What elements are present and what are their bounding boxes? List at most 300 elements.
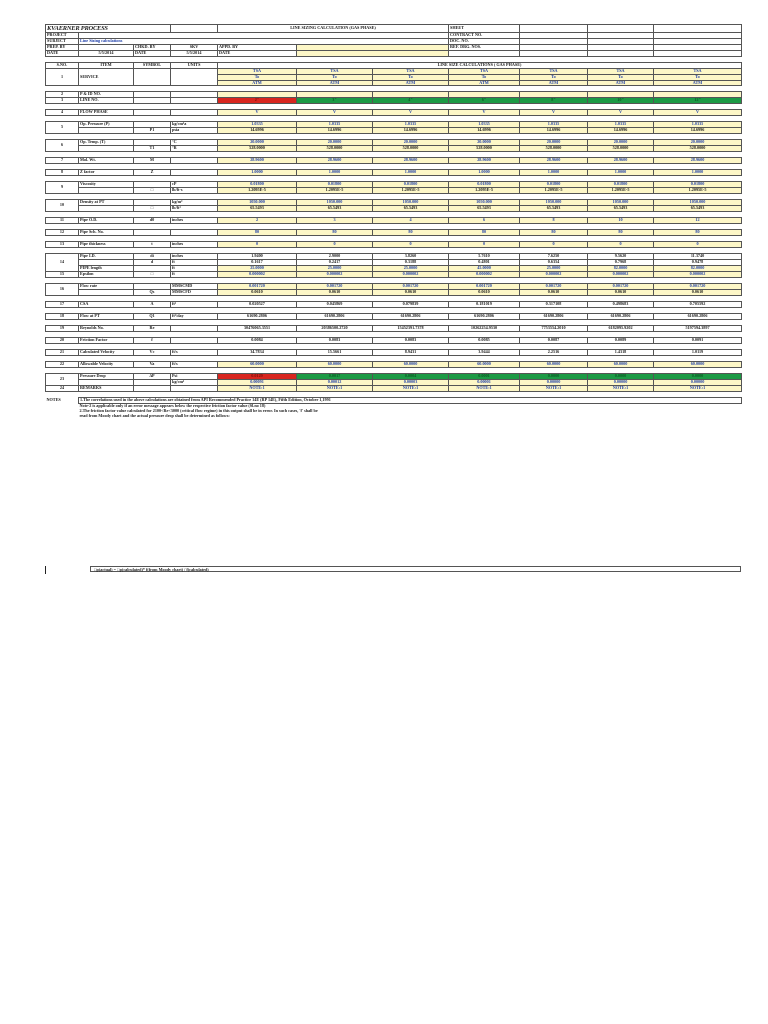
- value-cell[interactable]: 20386500.2720: [297, 326, 373, 332]
- value-cell[interactable]: 28.9600: [654, 158, 742, 164]
- row-symbol: Q1: [134, 314, 171, 320]
- value-cell[interactable]: 7753554.2010: [520, 326, 588, 332]
- value-cell[interactable]: 0.0000: [520, 374, 588, 380]
- value-cell[interactable]: 25.0000: [520, 266, 588, 272]
- value-cell[interactable]: NOTE:1: [297, 386, 373, 392]
- value-cell[interactable]: 80: [588, 230, 654, 236]
- row-units: Psi: [171, 374, 218, 380]
- value-cell[interactable]: 25.0000: [297, 266, 373, 272]
- chkd-by-value[interactable]: SKV: [171, 45, 218, 51]
- value-cell[interactable]: 528.0000: [654, 146, 742, 152]
- value-cell[interactable]: 1.2095E-5: [654, 188, 742, 194]
- value-cell[interactable]: 528.0000: [588, 146, 654, 152]
- value-cell[interactable]: 0.9478: [654, 260, 742, 266]
- value-cell[interactable]: 1.0335: [373, 122, 449, 128]
- value-cell[interactable]: 80: [218, 230, 297, 236]
- value-cell[interactable]: 8: [520, 218, 588, 224]
- value-cell[interactable]: 0: [449, 242, 520, 248]
- value-cell[interactable]: 25.0000: [373, 266, 449, 272]
- value-cell[interactable]: 0.0091: [654, 338, 742, 344]
- value-cell[interactable]: 0.000002: [218, 272, 297, 278]
- value-cell[interactable]: 1.4318: [588, 350, 654, 356]
- value-cell[interactable]: 1.2095E-5: [297, 188, 373, 194]
- value-cell[interactable]: 4: [373, 218, 449, 224]
- value-cell[interactable]: 10": [588, 98, 654, 104]
- value-cell[interactable]: NOTE:1: [654, 386, 742, 392]
- value-cell[interactable]: 2.2516: [520, 350, 588, 356]
- row-units: °C: [171, 140, 218, 146]
- company-name: KVAERNER PROCESS: [46, 25, 171, 33]
- value-cell[interactable]: V: [218, 110, 297, 116]
- ref-drg-label: REF. DRG. NOS.: [449, 45, 520, 51]
- value-cell[interactable]: 1.2095E-5: [373, 188, 449, 194]
- value-cell[interactable]: 14.6996: [373, 128, 449, 134]
- row-number: 8: [46, 170, 79, 176]
- value-cell[interactable]: 0.317108: [520, 302, 588, 308]
- col-units: UNITS: [171, 63, 218, 69]
- row-symbol: □: [134, 272, 171, 278]
- value-cell[interactable]: 0: [373, 242, 449, 248]
- value-cell[interactable]: 3.9444: [449, 350, 520, 356]
- prep-date: 5/5/2014: [79, 51, 134, 57]
- value-cell[interactable]: 1.0335: [588, 122, 654, 128]
- value-cell[interactable]: 15452391.7378: [373, 326, 449, 332]
- value-cell[interactable]: V: [297, 110, 373, 116]
- value-cell[interactable]: 20.0000: [297, 140, 373, 146]
- row-number: 1: [46, 69, 79, 86]
- value-cell[interactable]: V: [520, 110, 588, 116]
- value-cell[interactable]: 0.00000: [588, 380, 654, 386]
- value-cell[interactable]: 0.6354: [520, 260, 588, 266]
- value-cell[interactable]: 25.0000: [218, 266, 297, 272]
- value-cell[interactable]: 1050.000: [373, 200, 449, 206]
- value-cell[interactable]: 0.079839: [373, 302, 449, 308]
- value-cell[interactable]: 1.0119: [654, 350, 742, 356]
- row-number: 2: [46, 92, 79, 98]
- value-cell[interactable]: 0.705592: [654, 302, 742, 308]
- value-cell[interactable]: 0: [588, 242, 654, 248]
- value-cell[interactable]: V: [373, 110, 449, 116]
- row-number: 5: [46, 122, 79, 134]
- sheet-cell[interactable]: [654, 25, 742, 33]
- value-cell[interactable]: 0.181019: [449, 302, 520, 308]
- value-cell[interactable]: 0.0610: [218, 290, 297, 296]
- row-symbol: □: [134, 206, 171, 212]
- value-cell[interactable]: 0.01800: [654, 182, 742, 188]
- row-symbol: ∆P: [134, 374, 171, 380]
- row-item: Flow rate: [79, 284, 134, 290]
- subject-value[interactable]: Line Sizing calculations: [79, 39, 449, 45]
- value-cell[interactable]: 20.0000: [449, 140, 520, 146]
- value-cell[interactable]: 45.0000: [449, 266, 520, 272]
- header-label: PREP. BY: [46, 45, 79, 51]
- doc-no-label: DOC. NO.: [449, 39, 520, 45]
- col-sno: S.NO.: [46, 63, 79, 69]
- service-cell[interactable]: ATM: [654, 80, 742, 86]
- value-cell[interactable]: 1.2095E-5: [218, 188, 297, 194]
- notes-label: [46, 414, 79, 419]
- value-cell[interactable]: NOTE:1: [520, 386, 588, 392]
- value-cell[interactable]: 1.2095E-5: [449, 188, 520, 194]
- row-symbol: f: [134, 338, 171, 344]
- row-units: inches: [171, 218, 218, 224]
- value-cell[interactable]: 2: [218, 218, 297, 224]
- value-cell[interactable]: 0: [297, 242, 373, 248]
- row-units: [171, 69, 218, 86]
- value-cell[interactable]: 0.00091: [218, 380, 297, 386]
- value-cell[interactable]: 80: [297, 230, 373, 236]
- value-cell[interactable]: 0.01800: [588, 182, 654, 188]
- service-cell[interactable]: To: [297, 74, 373, 80]
- value-cell[interactable]: V: [449, 110, 520, 116]
- row-item: Allowable Velocity: [79, 362, 134, 368]
- value-cell[interactable]: 0.0610: [520, 290, 588, 296]
- value-cell[interactable]: 0.000002: [297, 272, 373, 278]
- value-cell[interactable]: 28.9600: [520, 158, 588, 164]
- value-cell[interactable]: 4": [373, 98, 449, 104]
- service-cell[interactable]: ATM: [373, 80, 449, 86]
- value-cell[interactable]: 0.01800: [449, 182, 520, 188]
- row-item: Op. Pressure (P): [79, 122, 134, 128]
- value-cell[interactable]: 60.0000: [449, 362, 520, 368]
- value-cell[interactable]: 0.3188: [373, 260, 449, 266]
- value-cell[interactable]: 1.0000: [297, 170, 373, 176]
- value-cell[interactable]: 0.001720: [520, 284, 588, 290]
- value-cell[interactable]: NOTE:1: [588, 386, 654, 392]
- value-cell[interactable]: 65.5493: [588, 206, 654, 212]
- value-cell[interactable]: 1.2095E-5: [520, 188, 588, 194]
- value-cell[interactable]: 0.00012: [297, 380, 373, 386]
- row-item: Pipe O.D.: [79, 218, 134, 224]
- row-item: PIPE length: [79, 266, 134, 272]
- value-cell[interactable]: 0.001720: [297, 284, 373, 290]
- value-cell[interactable]: 14.6996: [588, 128, 654, 134]
- value-cell[interactable]: 5.7610: [449, 254, 520, 260]
- service-cell[interactable]: TSA: [449, 69, 520, 75]
- value-cell[interactable]: 0.020527: [218, 302, 297, 308]
- value-cell[interactable]: 1.2095E-5: [588, 188, 654, 194]
- value-cell[interactable]: NOTE:1: [218, 386, 297, 392]
- row-units: lb/ft-s: [171, 188, 218, 194]
- value-cell[interactable]: 0.0083: [297, 338, 373, 344]
- value-cell[interactable]: 0.001720: [654, 284, 742, 290]
- value-cell[interactable]: 0.001720: [449, 284, 520, 290]
- value-cell[interactable]: 28.9600: [373, 158, 449, 164]
- value-cell[interactable]: 0.498683: [588, 302, 654, 308]
- value-cell[interactable]: 61690.2806: [588, 314, 654, 320]
- service-cell[interactable]: TSA: [297, 69, 373, 75]
- date-label: DATE: [134, 51, 171, 57]
- value-cell[interactable]: 0.4801: [449, 260, 520, 266]
- value-cell[interactable]: 1.0000: [218, 170, 297, 176]
- value-cell[interactable]: 1050.000: [297, 200, 373, 206]
- value-cell[interactable]: 20.0000: [588, 140, 654, 146]
- service-cell[interactable]: To: [520, 74, 588, 80]
- value-cell[interactable]: 8": [520, 98, 588, 104]
- value-cell[interactable]: 0.00000: [520, 380, 588, 386]
- service-cell[interactable]: ATM: [520, 80, 588, 86]
- value-cell[interactable]: 0.001720: [218, 284, 297, 290]
- row-item: Op. Temp. (T): [79, 140, 134, 146]
- row-units: MMSCMD: [171, 284, 218, 290]
- service-cell[interactable]: ATM: [218, 80, 297, 86]
- value-cell[interactable]: 6182095.9202: [588, 326, 654, 332]
- value-cell[interactable]: 28.9600: [449, 158, 520, 164]
- value-cell[interactable]: 1050.000: [588, 200, 654, 206]
- value-cell[interactable]: 528.0000: [520, 146, 588, 152]
- value-cell[interactable]: 7.6250: [520, 254, 588, 260]
- value-cell[interactable]: 0.0000: [654, 374, 742, 380]
- value-cell[interactable]: 0.00000: [654, 380, 742, 386]
- row-number: 18: [46, 314, 79, 320]
- value-cell[interactable]: 0.1617: [218, 260, 297, 266]
- value-cell[interactable]: 0: [218, 242, 297, 248]
- service-cell[interactable]: To: [449, 74, 520, 80]
- value-cell[interactable]: 0.0129: [218, 374, 297, 380]
- value-cell[interactable]: 0.001720: [588, 284, 654, 290]
- value-cell[interactable]: 34.7834: [218, 350, 297, 356]
- value-cell[interactable]: 61690.2806: [449, 314, 520, 320]
- value-cell[interactable]: 6": [449, 98, 520, 104]
- value-cell[interactable]: V: [588, 110, 654, 116]
- row-units: °R: [171, 146, 218, 152]
- value-cell[interactable]: 0.0004: [373, 374, 449, 380]
- value-cell[interactable]: 14.6996: [520, 128, 588, 134]
- service-cell[interactable]: TSA: [520, 69, 588, 75]
- value-cell[interactable]: NOTE:1: [373, 386, 449, 392]
- value-cell[interactable]: 3: [297, 218, 373, 224]
- value-cell[interactable]: 14.6996: [449, 128, 520, 134]
- value-cell[interactable]: 1050.000: [218, 200, 297, 206]
- service-cell[interactable]: TSA: [373, 69, 449, 75]
- value-cell[interactable]: 14.6996: [297, 128, 373, 134]
- row-item: Pipe thickness: [79, 242, 134, 248]
- service-cell[interactable]: To: [654, 74, 742, 80]
- value-cell[interactable]: 60.0000: [520, 362, 588, 368]
- value-cell[interactable]: 0.01800: [373, 182, 449, 188]
- value-cell[interactable]: 0.2417: [297, 260, 373, 266]
- row-units: psia: [171, 128, 218, 134]
- value-cell[interactable]: 1.0335: [654, 122, 742, 128]
- value-cell[interactable]: 0.0610: [373, 290, 449, 296]
- value-cell[interactable]: 1.0335: [520, 122, 588, 128]
- value-cell[interactable]: 0.01800: [297, 182, 373, 188]
- value-cell[interactable]: 0.0089: [588, 338, 654, 344]
- value-cell[interactable]: 10262254.9530: [449, 326, 520, 332]
- value-cell[interactable]: 0: [520, 242, 588, 248]
- spreadsheet: [45, 24, 741, 419]
- pressure-drop-formula: □p(actual) = □p(calculated)* f(from Moody chart) / f(calculated): [90, 566, 741, 572]
- value-cell[interactable]: 0.045869: [297, 302, 373, 308]
- value-cell[interactable]: 0.000002: [654, 272, 742, 278]
- value-cell[interactable]: 80: [520, 230, 588, 236]
- value-cell[interactable]: 12: [654, 218, 742, 224]
- sheet-cell[interactable]: [520, 25, 588, 33]
- row-symbol: T1: [134, 146, 171, 152]
- row-item: Viscosity: [79, 182, 134, 188]
- value-cell[interactable]: 0.0017: [297, 374, 373, 380]
- margin-mark: [45, 566, 46, 574]
- row-item: LINE NO.: [79, 98, 134, 104]
- value-cell[interactable]: 0.01800: [218, 182, 297, 188]
- value-cell[interactable]: 0.000002: [449, 272, 520, 278]
- value-cell[interactable]: 528.0000: [373, 146, 449, 152]
- row-item: Pipe I.D.: [79, 254, 134, 260]
- value-cell[interactable]: 0.01800: [520, 182, 588, 188]
- line-sizing-table: [45, 24, 742, 419]
- service-cell[interactable]: ATM: [588, 80, 654, 86]
- value-cell[interactable]: 80: [449, 230, 520, 236]
- value-cell[interactable]: 0.000002: [520, 272, 588, 278]
- value-cell[interactable]: 0.0610: [654, 290, 742, 296]
- value-cell[interactable]: 60.0000: [297, 362, 373, 368]
- row-item: Epsilon: [79, 272, 134, 278]
- value-cell[interactable]: 2": [218, 98, 297, 104]
- value-cell[interactable]: 61690.2806: [297, 314, 373, 320]
- value-cell[interactable]: 3.8260: [373, 254, 449, 260]
- value-cell[interactable]: 1.0000: [520, 170, 588, 176]
- service-cell[interactable]: ATM: [449, 80, 520, 86]
- service-cell[interactable]: To: [218, 74, 297, 80]
- value-cell[interactable]: 9.5620: [588, 254, 654, 260]
- service-cell[interactable]: ATM: [297, 80, 373, 86]
- value-cell[interactable]: 5197594.3897: [654, 326, 742, 332]
- value-cell[interactable]: 65.5493: [218, 206, 297, 212]
- value-cell[interactable]: 65.5493: [297, 206, 373, 212]
- value-cell[interactable]: 61690.2806: [654, 314, 742, 320]
- row-symbol: Vc: [134, 350, 171, 356]
- value-cell[interactable]: 1.9400: [218, 254, 297, 260]
- value-cell[interactable]: 1.0000: [449, 170, 520, 176]
- value-cell[interactable]: 60.0000: [654, 362, 742, 368]
- row-units: kg/cm²a: [171, 122, 218, 128]
- service-cell[interactable]: TSA: [218, 69, 297, 75]
- value-cell[interactable]: 20.0000: [654, 140, 742, 146]
- notes-row: [46, 414, 742, 419]
- value-cell[interactable]: 0.0610: [449, 290, 520, 296]
- service-cell[interactable]: To: [373, 74, 449, 80]
- value-cell[interactable]: 61690.2806: [520, 314, 588, 320]
- value-cell[interactable]: 0.0083: [373, 338, 449, 344]
- value-cell[interactable]: 15.5661: [297, 350, 373, 356]
- row-number: 9: [46, 182, 79, 194]
- value-cell[interactable]: 0.0084: [218, 338, 297, 344]
- value-cell[interactable]: 80: [373, 230, 449, 236]
- service-cell[interactable]: To: [588, 74, 654, 80]
- value-cell[interactable]: 1.0335: [218, 122, 297, 128]
- value-cell[interactable]: 1.0000: [588, 170, 654, 176]
- value-cell[interactable]: 20.0000: [520, 140, 588, 146]
- value-cell[interactable]: 3": [297, 98, 373, 104]
- value-cell[interactable]: 0.00003: [373, 380, 449, 386]
- value-cell[interactable]: 65.5493: [520, 206, 588, 212]
- row-item: FLOW PHASE: [79, 110, 134, 116]
- value-cell[interactable]: 0: [654, 242, 742, 248]
- value-cell[interactable]: 28.9600: [588, 158, 654, 164]
- value-cell[interactable]: 528.0000: [297, 146, 373, 152]
- value-cell[interactable]: 0.00001: [449, 380, 520, 386]
- row-number: 16: [46, 284, 79, 296]
- value-cell[interactable]: 0.0087: [520, 338, 588, 344]
- value-cell[interactable]: 0.001720: [373, 284, 449, 290]
- value-cell[interactable]: 10: [588, 218, 654, 224]
- value-cell[interactable]: 65.5493: [449, 206, 520, 212]
- value-cell[interactable]: 2.9000: [297, 254, 373, 260]
- value-cell[interactable]: 1050.000: [520, 200, 588, 206]
- value-cell[interactable]: 0.0000: [588, 374, 654, 380]
- value-cell[interactable]: 528.0000: [449, 146, 520, 152]
- value-cell[interactable]: 1.0335: [297, 122, 373, 128]
- value-cell[interactable]: 0.0610: [297, 290, 373, 296]
- service-cell[interactable]: TSA: [588, 69, 654, 75]
- row-number: 3: [46, 98, 79, 104]
- value-cell[interactable]: 1.0000: [373, 170, 449, 176]
- value-cell[interactable]: 61690.2806: [373, 314, 449, 320]
- value-cell[interactable]: 80: [654, 230, 742, 236]
- header-label: PROJECT: [46, 33, 79, 39]
- value-cell[interactable]: 8.9431: [373, 350, 449, 356]
- value-cell[interactable]: 20.0000: [218, 140, 297, 146]
- value-cell[interactable]: 60.0000: [588, 362, 654, 368]
- service-cell[interactable]: TSA: [654, 69, 742, 75]
- value-cell[interactable]: 14.6996: [218, 128, 297, 134]
- value-cell[interactable]: 0.0610: [588, 290, 654, 296]
- col-symbol: SYMBOL: [134, 63, 171, 69]
- value-cell[interactable]: 0.0085: [449, 338, 520, 344]
- value-cell[interactable]: 30476065.3551: [218, 326, 297, 332]
- row-item: Friction Factor: [79, 338, 134, 344]
- value-cell[interactable]: 0.7968: [588, 260, 654, 266]
- col-item: ITEM: [79, 63, 134, 69]
- value-cell[interactable]: 60.0000: [218, 362, 297, 368]
- value-cell[interactable]: 1.0335: [449, 122, 520, 128]
- value-cell[interactable]: 82.0000: [654, 266, 742, 272]
- value-cell[interactable]: 1050.000: [449, 200, 520, 206]
- value-cell[interactable]: 28.9600: [218, 158, 297, 164]
- date-label: DATE: [218, 51, 297, 57]
- value-cell[interactable]: NOTE:1: [449, 386, 520, 392]
- value-cell[interactable]: 6: [449, 218, 520, 224]
- value-cell[interactable]: 0.0001: [449, 374, 520, 380]
- document-title: LINE SIZING CALCULATION (GAS PHASE): [218, 25, 449, 33]
- contract-label: CONTRACT NO.: [449, 33, 520, 39]
- value-cell[interactable]: 1050.000: [654, 200, 742, 206]
- header-row: [46, 25, 742, 33]
- value-cell[interactable]: 61690.2806: [218, 314, 297, 320]
- row-units: ft: [171, 266, 218, 272]
- value-cell[interactable]: 60.0000: [373, 362, 449, 368]
- row-number: 15: [46, 272, 79, 278]
- value-cell[interactable]: 20.0000: [373, 140, 449, 146]
- value-cell[interactable]: 28.9600: [297, 158, 373, 164]
- value-cell[interactable]: 82.0000: [588, 266, 654, 272]
- value-cell[interactable]: 11.3740: [654, 254, 742, 260]
- value-cell[interactable]: 65.5493: [654, 206, 742, 212]
- row-number: 21: [46, 350, 79, 356]
- row-item: Pressure Drop: [79, 374, 134, 380]
- value-cell[interactable]: 0.000002: [373, 272, 449, 278]
- value-cell[interactable]: V: [654, 110, 742, 116]
- value-cell[interactable]: 528.0000: [218, 146, 297, 152]
- value-cell[interactable]: 1.0000: [654, 170, 742, 176]
- value-cell[interactable]: 14.6996: [654, 128, 742, 134]
- sheet-cell[interactable]: [588, 25, 654, 33]
- value-cell[interactable]: 0.000002: [588, 272, 654, 278]
- value-cell[interactable]: 12": [654, 98, 742, 104]
- value-cell[interactable]: 65.5493: [373, 206, 449, 212]
- row-units: kg/m³: [171, 200, 218, 206]
- row-symbol: Z: [134, 170, 171, 176]
